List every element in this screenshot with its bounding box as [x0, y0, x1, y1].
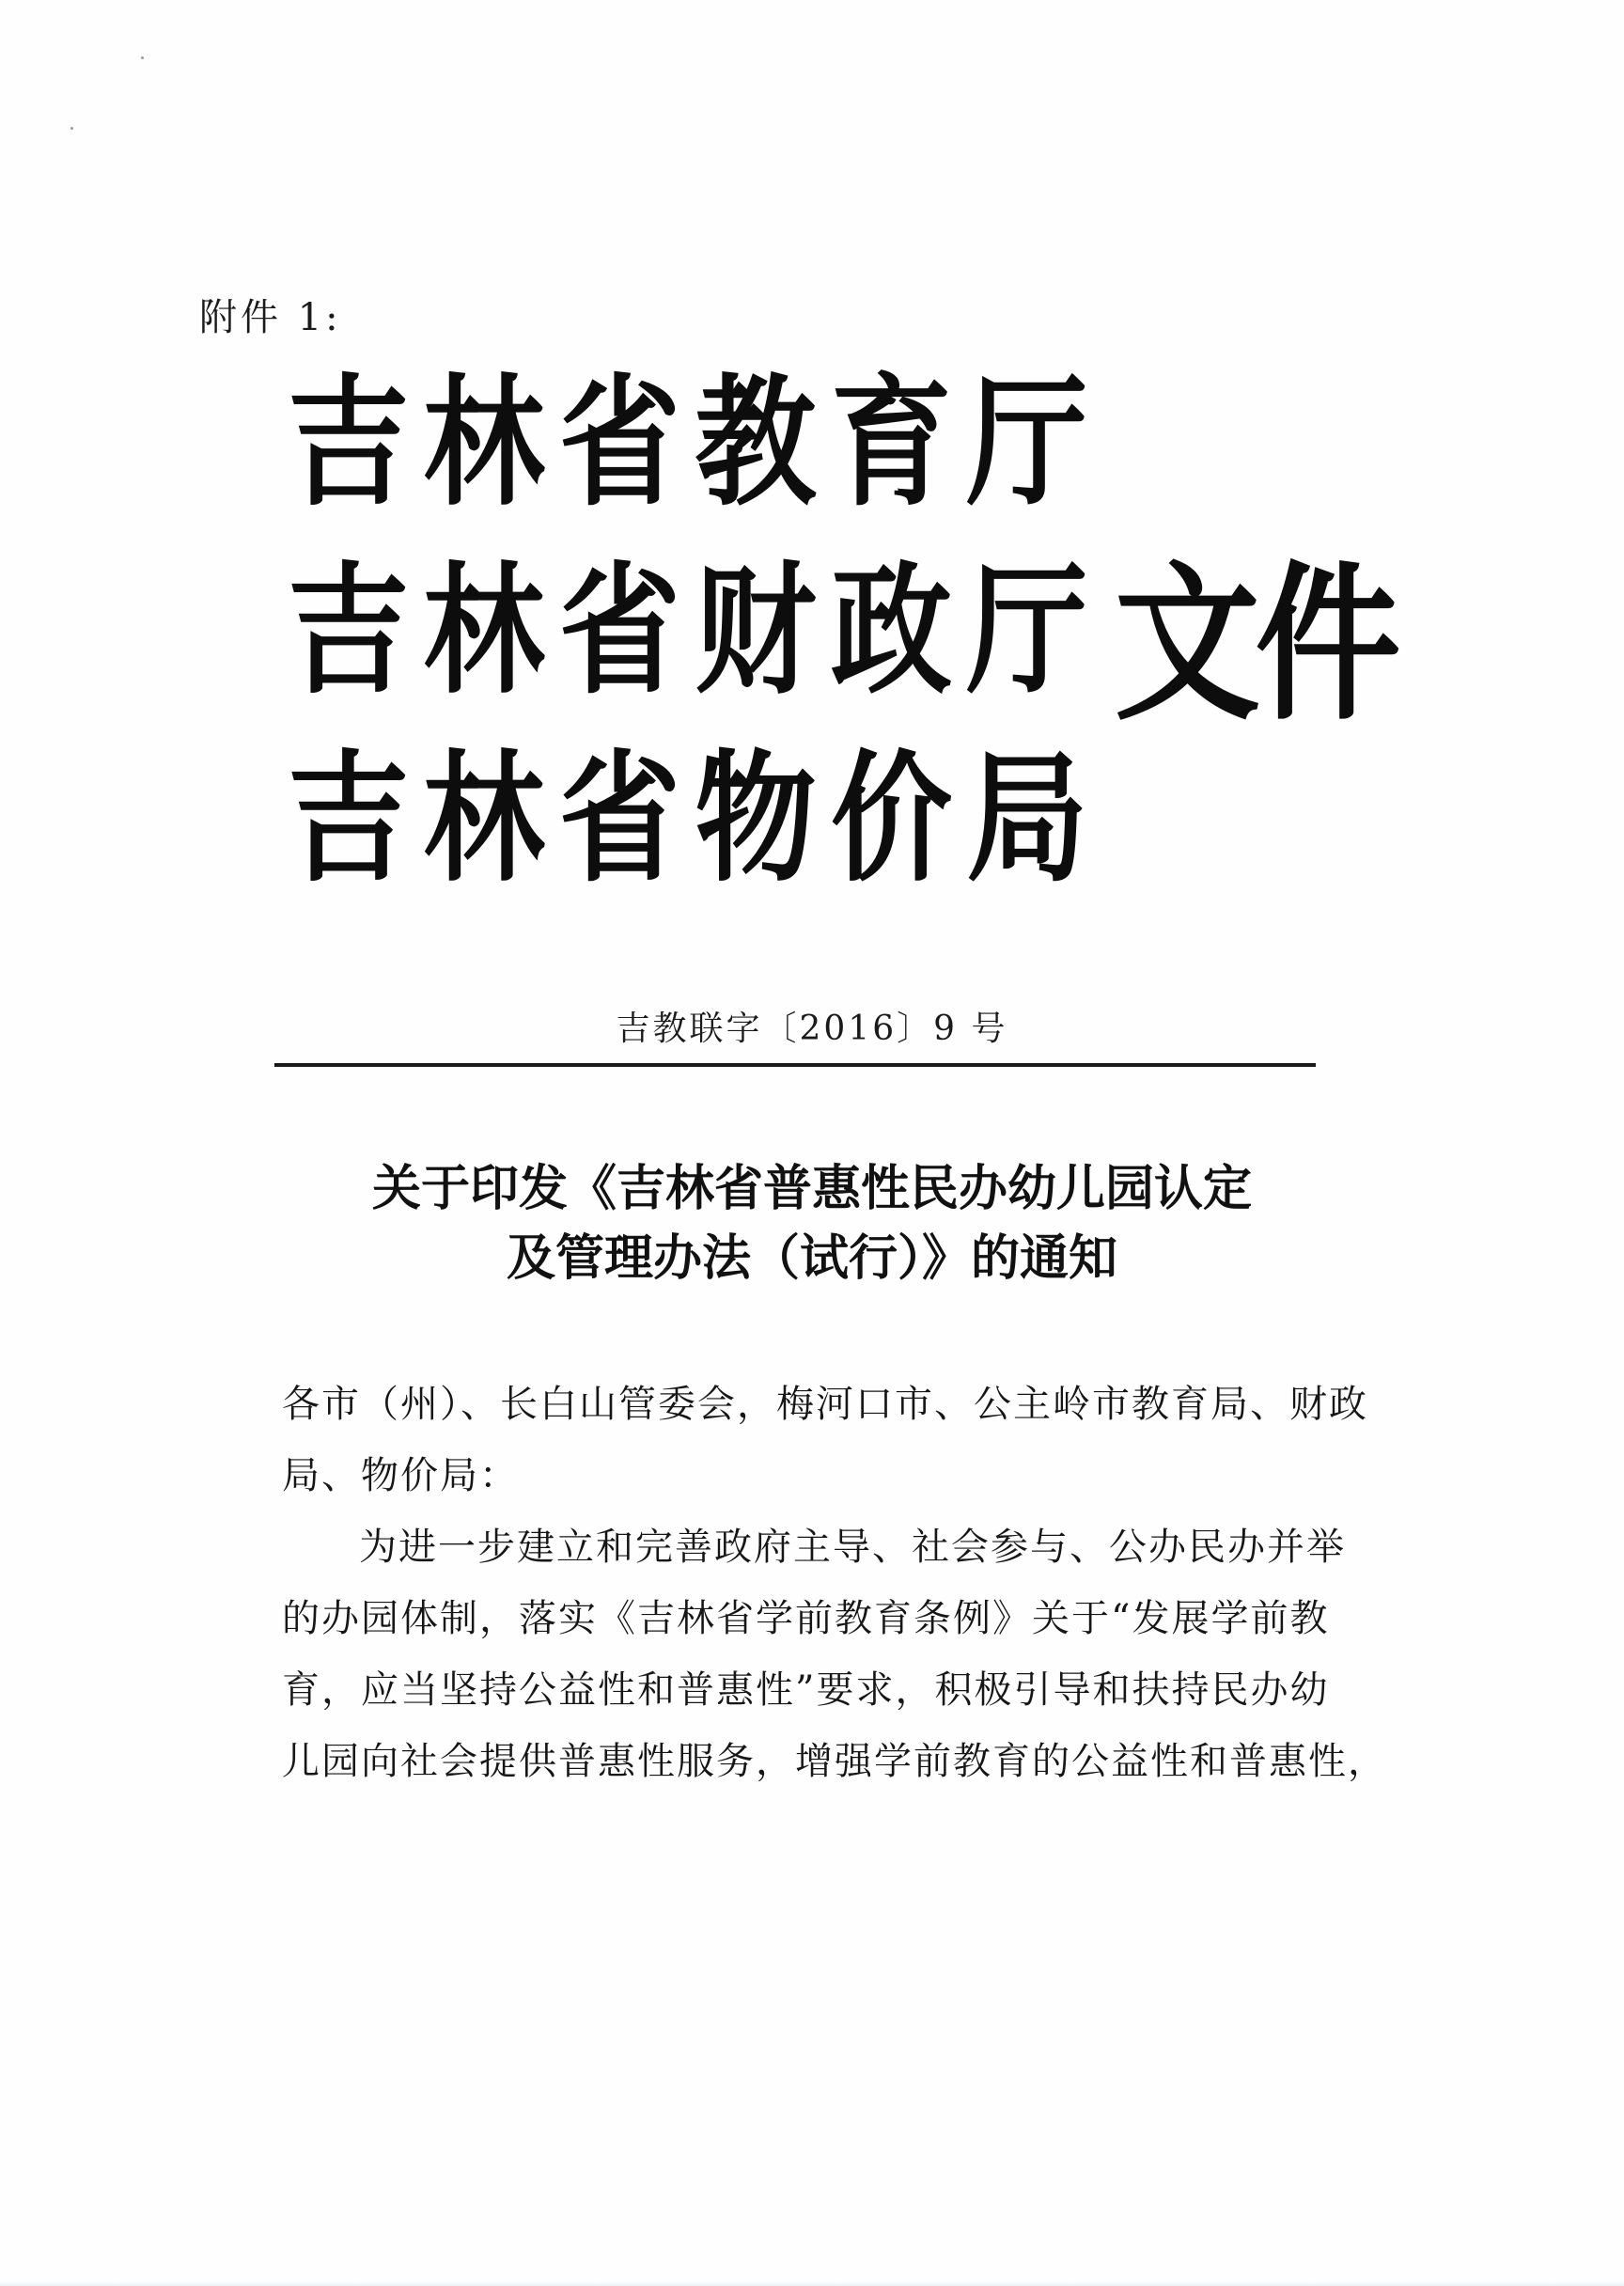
document-word: 文件 — [1115, 545, 1397, 744]
body-line-2: 的办园体制，落实《吉林省学前教育条例》关于“发展学前教 — [282, 1597, 1330, 1640]
document-number: 吉教联字〔2016〕9 号 — [616, 1010, 1008, 1048]
issuer-education-department: 吉林省教育厅 — [288, 360, 1102, 525]
scan-bottom-edge — [0, 2280, 1624, 2286]
addressee-line-1: 各市（州）、长白山管委会，梅河口市、公主岭市教育局、财政 — [282, 1383, 1368, 1426]
notice-title-line-1: 关于印发《吉林省普惠性民办幼儿园认定 — [371, 1161, 1252, 1217]
scan-speck — [141, 56, 144, 59]
body-line-3: 育，应当坚持公益性和普惠性”要求，积极引导和扶持民办幼 — [282, 1668, 1330, 1712]
attachment-label: 附件 1: — [199, 296, 342, 339]
addressee-block — [282, 1369, 1368, 1511]
scan-speck — [70, 127, 73, 130]
issuing-agencies-header — [288, 360, 1397, 908]
issuer-finance-department: 吉林省财政厅 — [288, 548, 1102, 713]
addressee-line-2: 局、物价局： — [282, 1454, 519, 1497]
header-divider — [274, 1063, 1316, 1067]
issuer-price-bureau: 吉林省物价局 — [288, 736, 1102, 901]
notice-title-line-2: 及管理办法（试行）》的通知 — [506, 1230, 1117, 1287]
body-line-4: 儿园向社会提供普惠性服务，增强学前教育的公益性和普惠性， — [282, 1740, 1387, 1783]
body-line-1: 为进一步建立和完善政府主导、社会参与、公办民办并举 — [359, 1526, 1346, 1569]
body-paragraph — [282, 1511, 1387, 1797]
